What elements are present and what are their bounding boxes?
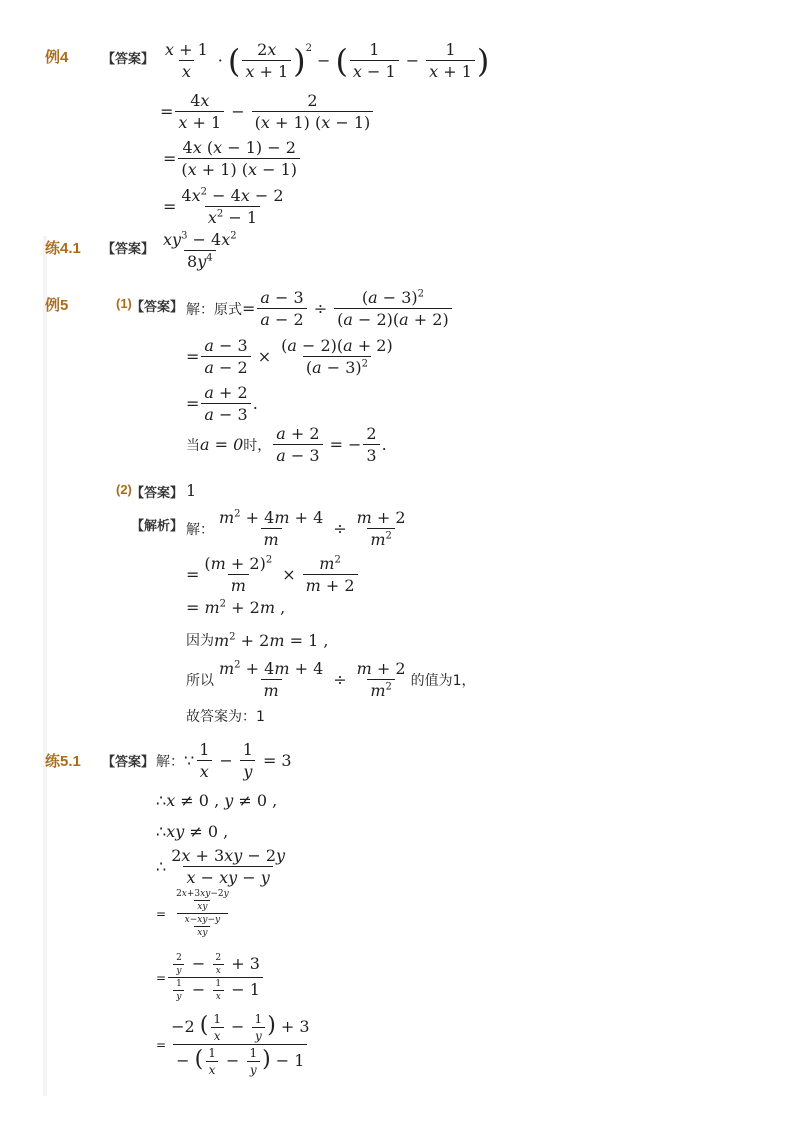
answer-tag: 【答案】 [131, 299, 184, 314]
value-statement: 的值为1， [410, 672, 476, 689]
therefore-word: 所以 [186, 672, 214, 689]
math-line: 解：原式 = $\frac{a - 3}{a - 2}$ ÷ $\frac{(a - 3)^2}{(a - 2)(a + 2)}$ [186, 288, 454, 329]
math-line: ∴xy ≠ 0 , [156, 822, 229, 841]
because-word: 因为 [186, 633, 214, 649]
solution-prefix: 解：原式 [186, 301, 242, 318]
math-line: = $\frac{2x+3xy-2y}{xy}$ $\frac{x-xy-y}{xy}$ [156, 889, 229, 938]
analysis-tag: 【解析】 [131, 518, 184, 533]
comma-text: 时， [243, 437, 272, 454]
solution-prefix: 解： [186, 521, 214, 538]
math-line: = $\frac{4x^2 - 4x - 2}{x^2 - 1}$ [163, 186, 284, 227]
part-2-answer-value [186, 481, 196, 500]
example-5-label: 例5 [45, 297, 69, 314]
math-line [186, 706, 265, 726]
math-line: = $\frac{2}{y}$ − $\frac{2}{x}$ + 3 $\frac{1}{y}$ − $\frac{1}{x}$ − 1 [156, 953, 265, 1002]
answer-tag: 【答案】 [102, 754, 155, 769]
answer-value: 1 [186, 481, 197, 500]
math-line: 所以 $\frac{m^2 + 4m + 4}{m}$ ÷ $\frac{m + 2}{m^2}$ 的值为1， [186, 659, 476, 700]
practice-4-1-label: 练4.1 [45, 240, 81, 257]
part-2-number: (2) [116, 482, 132, 497]
math-line: x + 1 x · ( 2x x + 1 ) $^2$ − ( 1 x − 1 − $\frac{1}{x + 1}$ ) [165, 40, 490, 81]
answer-tag: 【答案】 [102, 241, 155, 256]
math-line: 当 a = 0 时， $\frac{a + 2}{a - 3}$ = − $\frac{2}{3}$ . [186, 424, 387, 465]
math-line: = $m^2 + 2m$ , [186, 598, 286, 617]
math-line: ∴ 2x + 3xy − 2y x − xy − y [156, 846, 286, 887]
math-line: 因为 $m^2 + 2m = 1$ , [186, 630, 329, 650]
solution-prefix: 解： [156, 753, 184, 770]
practice-5-1-label: 练5.1 [45, 753, 81, 770]
math-line: 解： $\frac{m^2 + 4m + 4}{m}$ ÷ $\frac{m + 2}{m^2}$ [186, 508, 406, 549]
math-line: = $\frac{a - 3}{a - 2}$ × $\frac{(a - 2)(a + 2)}{(a - 3)^2}$ [186, 336, 393, 377]
math-line: = −2 ( $\frac{1}{x}$ − $\frac{1}{y}$ ) + 3 − ( $\frac{1}{x}$ − $\frac{1}{y}$ ) − 1 [156, 1012, 310, 1077]
example-4-label: 例4 [45, 49, 69, 66]
part-1-number: (1) [116, 296, 132, 311]
math-line: ∴x ≠ 0 , y ≠ 0 , [156, 791, 278, 810]
answer-tag: 【答案】 [102, 51, 155, 66]
math-line: 解： ∵ 1 x − $\frac{1}{y}$ = 3 [156, 740, 292, 781]
math-line: $xy^3 - 4x^2$ $8y^4$ [163, 230, 237, 271]
when-word: 当 [186, 437, 200, 454]
math-line: = $\frac{a + 2}{a - 3}$ . [186, 383, 258, 424]
a-equals-zero: a = 0 [200, 435, 244, 454]
answer-tag: 【答案】 [131, 485, 184, 500]
math-line: = $\frac{(m + 2)^2}{m}$ × $\frac{m^2}{m + 2}$ [186, 554, 360, 595]
math-line: = $\frac{4x (x - 1) - 2}{(x + 1) (x - 1)}$ [163, 138, 302, 179]
math-line: = $\frac{4x}{x + 1}$ − $\frac{2}{(x + 1) (x - 1)}$ [160, 91, 375, 132]
left-margin-band [43, 236, 47, 1096]
final-answer-text: 故答案为：1 [186, 709, 265, 725]
